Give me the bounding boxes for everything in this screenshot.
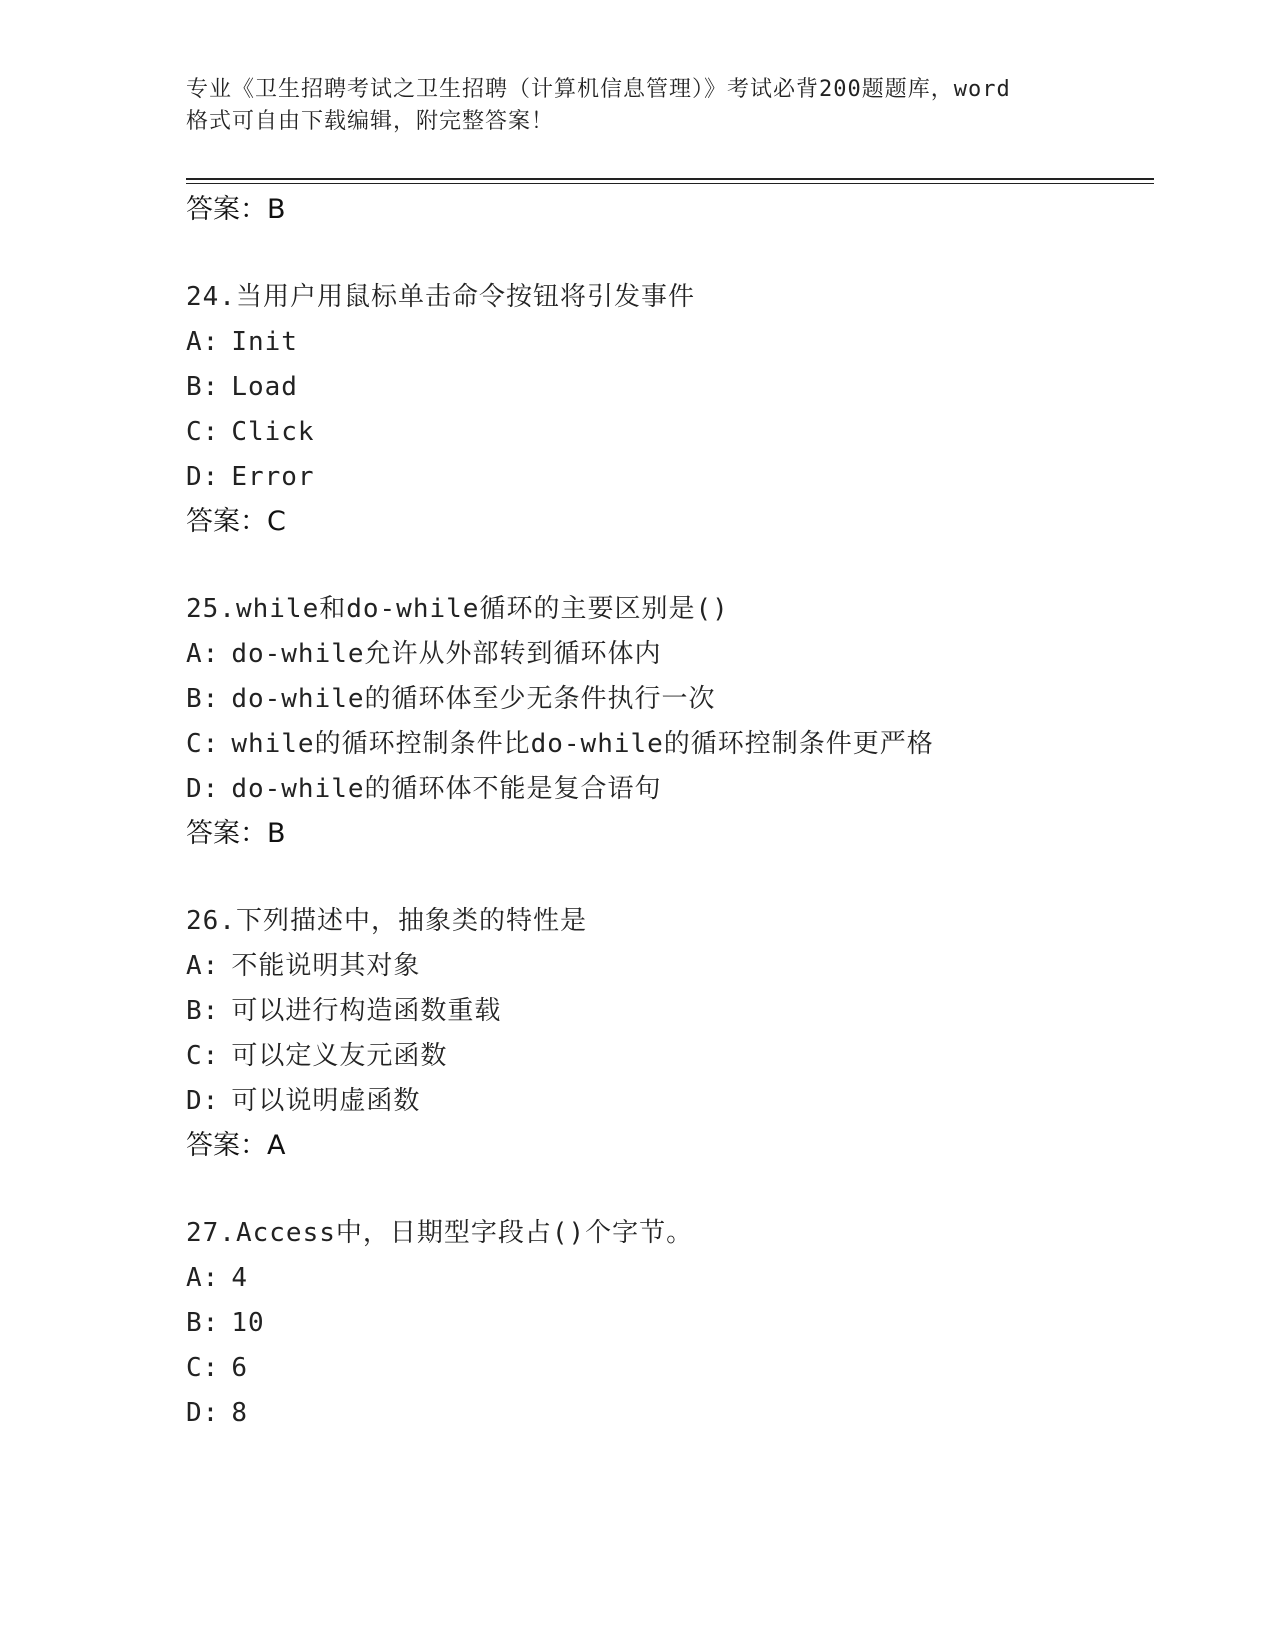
- option-text: Load: [231, 372, 298, 402]
- header-divider-thick: [186, 178, 1154, 180]
- option-a: [186, 946, 1146, 986]
- option-c: [186, 1348, 1146, 1388]
- question-title: 24.当用户用鼠标单击命令按钮将引发事件: [186, 282, 695, 312]
- option-text: do-while的循环体不能是复合语句: [231, 774, 662, 804]
- option-d: [186, 1393, 1146, 1433]
- option-key: B:: [186, 996, 220, 1026]
- option-key: C:: [186, 729, 220, 759]
- header-line-2: 格式可自由下载编辑，附完整答案！: [186, 109, 555, 134]
- option-key: B:: [186, 684, 220, 714]
- option-b: [186, 991, 1146, 1031]
- option-b: [186, 367, 1146, 407]
- option-a: [186, 1258, 1146, 1298]
- option-text: Init: [231, 327, 298, 357]
- question-26: [186, 901, 1146, 1166]
- question-title: 27.Access中，日期型字段占()个字节。: [186, 1218, 694, 1248]
- option-key: C:: [186, 1041, 220, 1071]
- option-text: do-while的循环体至少无条件执行一次: [231, 684, 716, 714]
- option-d: [186, 457, 1146, 497]
- answer: 答案：A: [186, 1130, 286, 1161]
- option-text: 可以进行构造函数重载: [231, 996, 502, 1026]
- option-a: [186, 634, 1146, 674]
- option-text: while的循环控制条件比do-while的循环控制条件更严格: [231, 729, 934, 759]
- option-key: C:: [186, 1353, 220, 1383]
- option-text: 10: [231, 1308, 265, 1338]
- option-b: [186, 1303, 1146, 1343]
- option-key: A:: [186, 1263, 220, 1293]
- option-d: [186, 769, 1146, 809]
- header-divider-thin: [186, 183, 1154, 184]
- option-text: 可以定义友元函数: [231, 1041, 448, 1071]
- option-c: [186, 1036, 1146, 1076]
- option-text: do-while允许从外部转到循环体内: [231, 639, 662, 669]
- question-24: [186, 277, 1146, 542]
- option-b: [186, 679, 1146, 719]
- previous-answer: 答案：B: [186, 194, 286, 225]
- question-25: [186, 589, 1146, 854]
- header-line-1: 专业《卫生招聘考试之卫生招聘（计算机信息管理）》考试必背200题题库，word: [186, 77, 1011, 102]
- option-text: 不能说明其对象: [231, 951, 421, 981]
- option-key: A:: [186, 639, 220, 669]
- option-text: 可以说明虚函数: [231, 1086, 421, 1116]
- answer: 答案：C: [186, 506, 286, 537]
- option-d: [186, 1081, 1146, 1121]
- option-key: A:: [186, 951, 220, 981]
- option-key: D:: [186, 1398, 220, 1428]
- option-key: D:: [186, 774, 220, 804]
- question-title: 26.下列描述中，抽象类的特性是: [186, 906, 587, 936]
- answer: 答案：B: [186, 818, 286, 849]
- option-key: D:: [186, 462, 220, 492]
- option-text: 6: [231, 1353, 248, 1383]
- option-key: A:: [186, 327, 220, 357]
- question-27: [186, 1213, 1146, 1433]
- option-text: Click: [231, 417, 315, 447]
- option-a: [186, 322, 1146, 362]
- option-key: D:: [186, 1086, 220, 1116]
- option-key: B:: [186, 1308, 220, 1338]
- question-title: 25.while和do-while循环的主要区别是(): [186, 594, 729, 624]
- document-header: [186, 74, 1106, 138]
- document-body: [186, 190, 1146, 1438]
- option-text: 4: [231, 1263, 248, 1293]
- option-key: C:: [186, 417, 220, 447]
- option-c: [186, 724, 1146, 764]
- option-key: B:: [186, 372, 220, 402]
- option-text: Error: [231, 462, 315, 492]
- option-c: [186, 412, 1146, 452]
- option-text: 8: [231, 1398, 248, 1428]
